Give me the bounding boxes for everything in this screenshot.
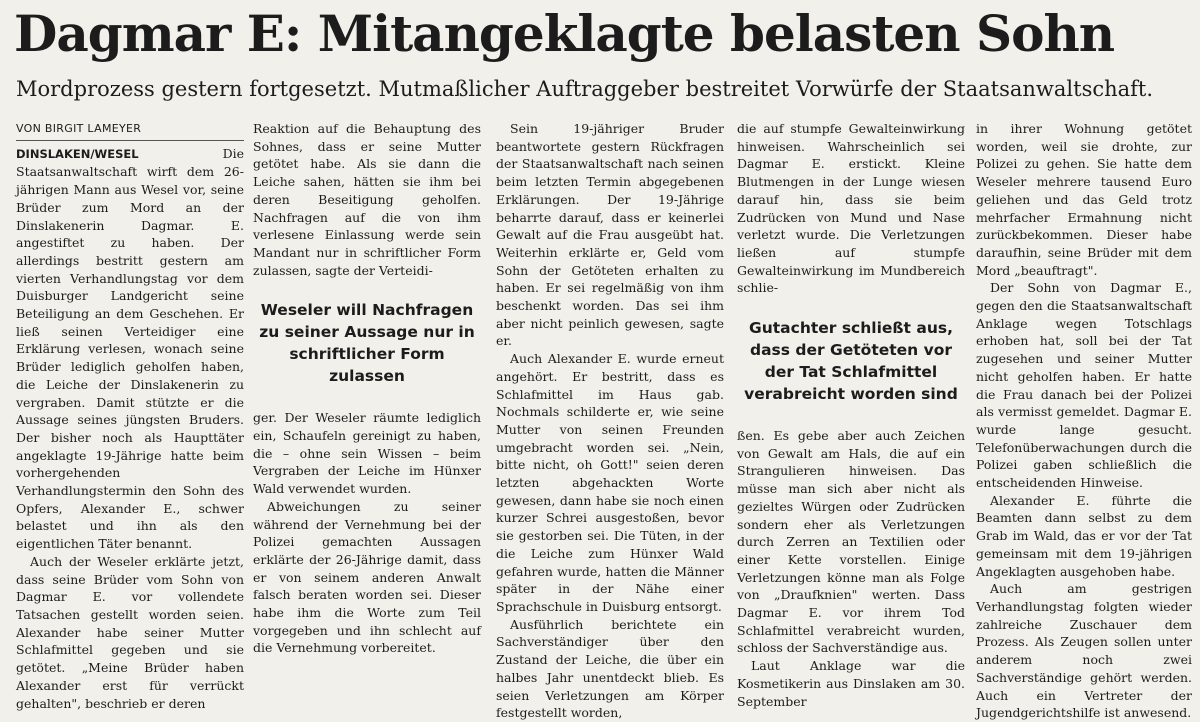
paragraph: Sein 19-jähriger Bruder beantwortete gestern Rückfragen der Staatsanwaltschaft nach seinen beim letzten Termin abgegebenen Erklärungen. Der 19-Jährige beharrte darauf, dass er keinerlei Gewalt auf die Frau ausgeübt hat. Weiterhin erklärte er, Geld vom Sohn der Getöteten erhalten zu haben. Er sei regelmäßig von ihm beschenkt worden. Das sei ihm aber nicht peinlich gewesen, sagte er. (496, 121, 724, 349)
headline: Dagmar E: Mitangeklagte belasten Sohn (14, 4, 1115, 63)
pull-quote: Weseler will Nachfragen zu seiner Aussage nur in schriftlicher Form zulassen (259, 301, 475, 386)
paragraph: Reaktion auf die Behauptung des Sohnes, dass er seine Mutter getötet habe. Als sie dann die Leiche sahen, hätten sie ihm bei deren Beseitigung geholfen. Nachfragen auf die von ihm verlesene Einlassung werde sein Mandant nur in schriftlicher Form zulassen, sagte der Verteidi- (253, 121, 481, 278)
paragraph: in ihrer Wohnung getötet worden, weil sie drohte, zur Polizei zu gehen. Sie hatte dem Weseler mehrere tausend Euro geliehen und das Geld trotz mehrfacher Ermahnung nicht zurückbekommen. Dieser habe daraufhin, seine Brüder mit dem Mord „beauftragt". (976, 121, 1192, 278)
paragraph: Der Sohn von Dagmar E., gegen den die Staatsanwaltschaft Anklage wegen Totschlags erhoben hat, soll bei der Tat zugesehen und seiner Mutter nicht geholfen haben. Er hatte die Frau danach bei der Polizei als vermisst gemeldet. Dagmar E. wurde lange gesucht. Telefonüberwachungen durch die Polizei gaben schließlich die entscheidenden Hinweise. (976, 280, 1192, 491)
dateline: DINSLAKEN/WESEL (16, 146, 139, 161)
article-column-1 (16, 120, 244, 711)
paragraph: ßen. Es gebe aber auch Zeichen von Gewalt am Hals, die auf ein Strangulieren hinweisen. Das müsse man sich aber nicht als gezieltes Würgen oder Zudrücken sondern eher als Verletzungen durch Zerren an Textilien oder einer Kette vorstellen. Einige Verletzungen könne man als Folge von „Draufknien" werten. Dass Dagmar E. vor ihrem Tod Schlafmittel verabreicht wurden, schloss der Sachverständige aus. (737, 428, 965, 656)
paragraph (16, 145, 244, 553)
paragraph: ger. Der Weseler räumte lediglich ein, Schaufeln gereinigt zu haben, die – ohne sein Wissen – beim Vergraben der Leiche im Hünxer Wald verwendet wurden. (253, 410, 481, 497)
paragraph: Auch der Weseler erklärte jetzt, dass seine Brüder vom Sohn von Dagmar E. vor vollendete Tatsachen gestellt worden seien. Alexander habe seiner Mutter Schlafmittel gegeben und sie getötet. „Meine Brüder haben Alexander erst für verrückt gehalten", beschrieb er deren (16, 553, 244, 711)
article-column-2 (253, 120, 481, 674)
article-column-3 (496, 120, 724, 721)
subheadline: Mordprozess gestern fortgesetzt. Mutmaßlicher Auftraggeber bestreitet Vorwürfe der Staatsanwaltschaft. (16, 77, 1154, 101)
paragraph: Ausführlich berichtete ein Sachverständiger über den Zustand der Leiche, die über ein halbes Jahr unentdeckt blieb. Es seien Verletzungen am Körper festgestellt worden, (496, 616, 724, 721)
article-column-4 (737, 120, 965, 709)
paragraph: Abweichungen zu seiner während der Vernehmung bei der Polizei gemachten Aussagen erklärte der 26-Jährige damit, dass er von seinem anderen Anwalt falsch beraten worden sei. Dieser habe ihm die Worte zum Teil vorgegeben und ihn schlecht auf die Vernehmung vorbereitet. (253, 498, 481, 656)
paragraph: Alexander E. führte die Beamten dann selbst zu dem Grab im Wald, das er vor der Tat gemeinsam mit dem 19-jährigen Angeklagten ausgehoben habe. (976, 492, 1192, 579)
paragraph: Auch Alexander E. wurde erneut angehört. Er bestritt, dass es Schlafmittel im Haus gab. Nochmals schilderte er, wie seine Mutter von seinen Freunden umgebracht worden sei. „Nein, bitte nicht, oh Gott!" seien deren letzten abgehackten Worte gewesen, dann habe sie noch einen kurzer Schrei ausgestoßen, bevor sie gestorben sei. Die Tüten, in der die Leiche zum Hünxer Wald gefahren wurde, hatten die Männer später in der Nähe einer Sprachschule in Duisburg entsorgt. (496, 351, 724, 614)
pull-quote: Gutachter schließt aus, dass der Getöteten vor der Tat Schlafmittel verabreicht worden sind (744, 319, 958, 404)
paragraph: Laut Anklage war die Kosmetikerin aus Dinslaken am 30. September (737, 658, 965, 709)
paragraph: Auch am gestrigen Verhandlungstag folgten wieder zahlreiche Zuschauer dem Prozess. Als Zeugen sollen unter anderem noch zwei Sachverständige gehört werden. Auch ein Vertreter der Jugendgerichtshilfe ist anwesend. (976, 581, 1192, 721)
paragraph: die auf stumpfe Gewalteinwirkung hinweisen. Wahrscheinlich sei Dagmar E. erstickt. Kleine Blutmengen in der Lunge wiesen darauf hin, dass sie beim Zudrücken von Mund und Nase verletzt wurde. Die Verletzungen ließen auf stumpfe Gewalteinwirkung im Mundbereich schlie- (737, 121, 965, 296)
paragraph-text: Die Staatsanwaltschaft wirft dem 26-jährigen Mann aus Wesel vor, seine Brüder zum Mord an der Dinslakenerin Dagmar. E. angestiftet zu haben. Der allerdings bestritt gestern am vierten Verhandlungstag vor dem Duisburger Landgericht seine Beteiligung an dem Geschehen. Er ließ seinen Verteidiger eine Erklärung verlesen, wonach seine Brüder lediglich geholfen haben, die Leiche der Dinslakenerin zu vergraben. Damit stützte er die Aussage seines jüngsten Bruders. Der bisher noch als Haupttäter angeklagte 19-Jährige hatte beim vorhergehenden Verhandlungstermin den Sohn des Opfers, Alexander E., schwer belastet und ihn als den eigentlichen Täter benannt. (16, 145, 244, 552)
article-column-5 (976, 120, 1192, 721)
byline: VON BIRGIT LAMEYER (16, 120, 244, 141)
